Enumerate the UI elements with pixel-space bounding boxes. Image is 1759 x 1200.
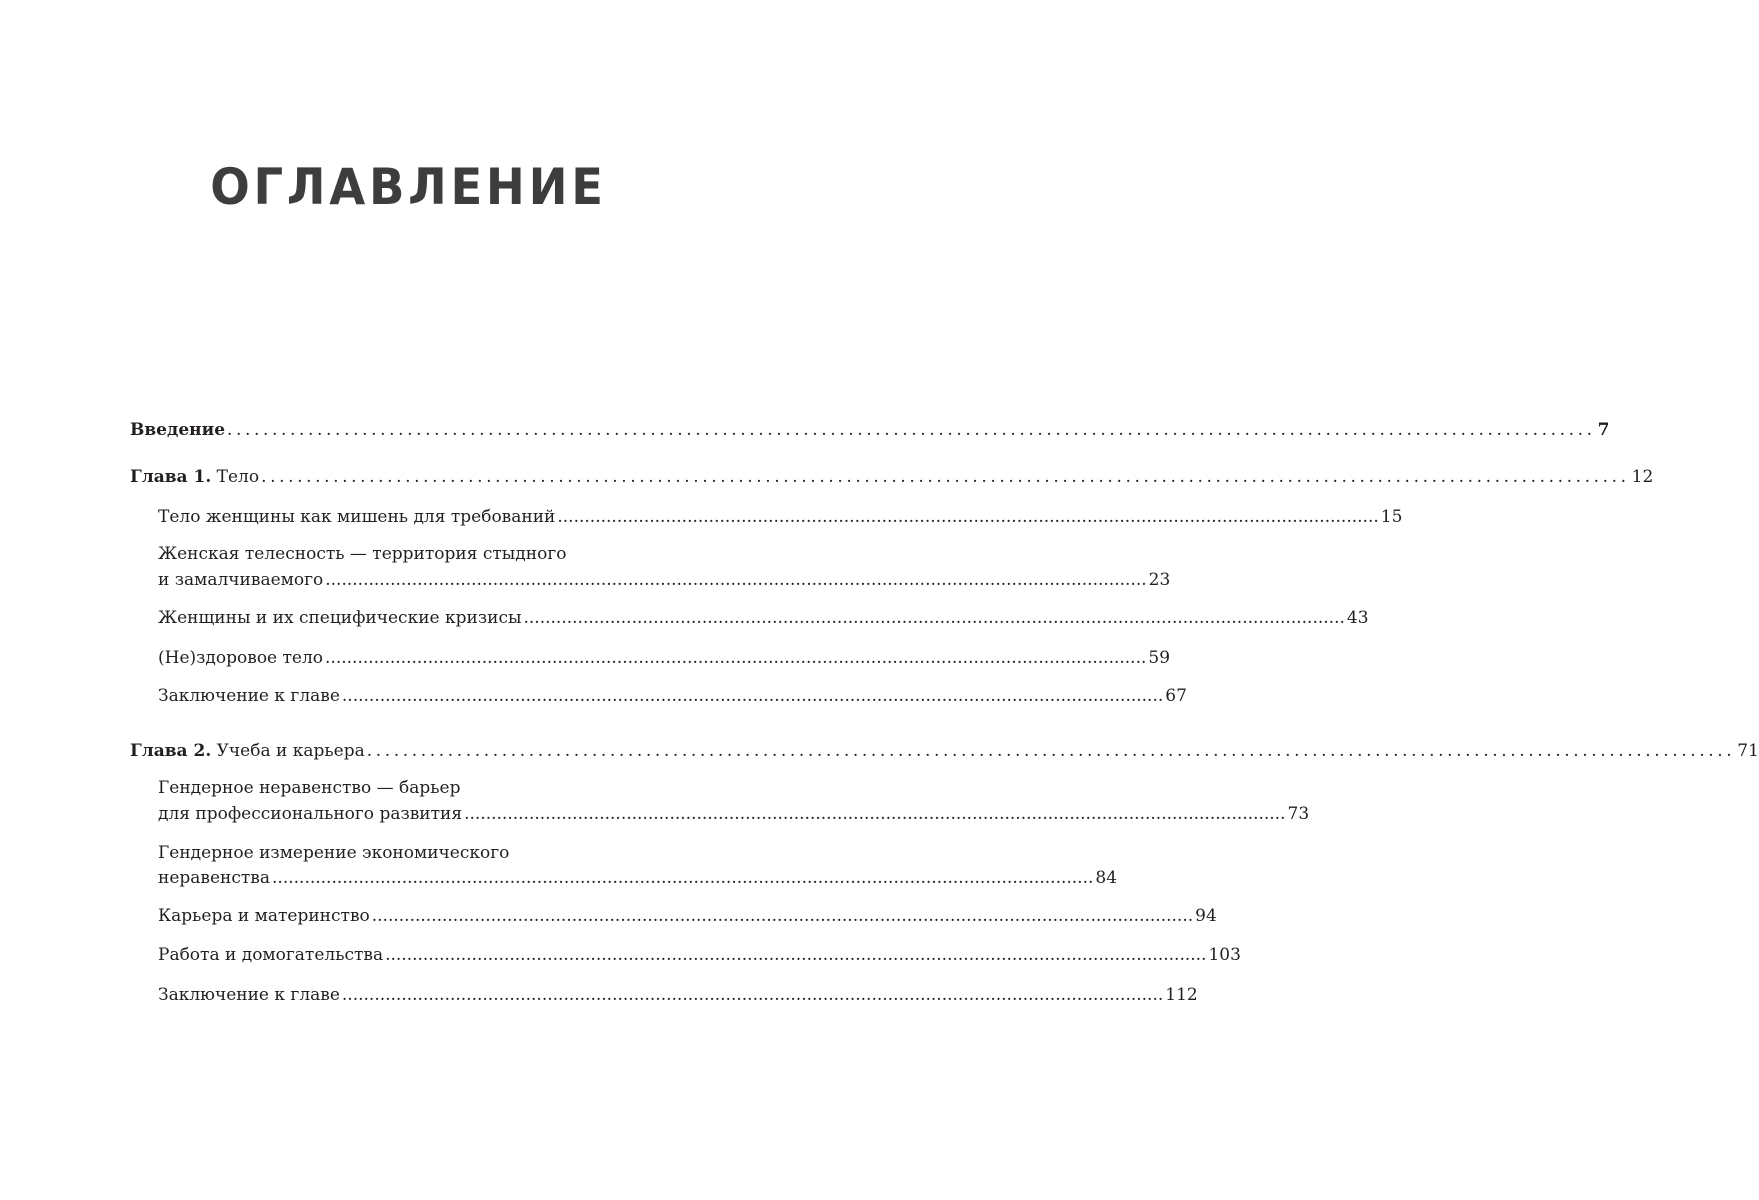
toc-entry-label-line1[interactable]: Женская телесность — территория стыдного (158, 544, 567, 564)
toc-entry[interactable] (158, 906, 1217, 927)
dot-leader: ........................................................................................................................................................ (523, 608, 1345, 628)
dot-leader: ........................................................................................................................................................ (385, 945, 1207, 965)
chapter-prefix: Глава 1. (130, 467, 212, 487)
dot-leader: ........................................................................................................................................................ (371, 906, 1194, 926)
toc-entry-page: 43 (1346, 608, 1369, 628)
toc-entry[interactable] (158, 804, 1310, 825)
toc-entry[interactable] (158, 985, 1198, 1006)
toc-entry[interactable] (158, 570, 1171, 591)
toc-entry-page: 84 (1095, 868, 1118, 888)
toc-entry-page: 112 (1165, 985, 1198, 1005)
toc-entry-label: Заключение к главе (158, 686, 340, 706)
toc-entry[interactable] (158, 945, 1241, 966)
toc-entry-page: 23 (1148, 570, 1171, 590)
toc-entry-label: Введение (130, 420, 226, 440)
toc-entry[interactable] (158, 608, 1369, 629)
dot-leader: ........................................................................................................................................................ (325, 570, 1147, 590)
toc-entry-label: Тело женщины как мишень для требований (158, 507, 556, 527)
toc-entry-label: для профессионального развития (158, 804, 463, 824)
toc-entry[interactable] (158, 686, 1187, 707)
chapter-name: Тело (211, 467, 260, 487)
dot-leader: ........................................................................................................................................................ (227, 420, 1596, 440)
dot-leader: ........................................................................................................................................................ (464, 804, 1286, 824)
dot-leader: ........................................................................................................................................................ (341, 985, 1164, 1005)
toc-entry-chapter-2[interactable] (130, 741, 1759, 762)
toc-entry-label: Женщины и их специфические кризисы (158, 608, 522, 628)
toc-entry[interactable] (158, 648, 1171, 669)
dot-leader: ........................................................................................................................................................ (557, 507, 1379, 527)
dot-leader: ........................................................................................................................................................ (341, 686, 1164, 706)
toc-entry-label: неравенства (158, 868, 271, 888)
toc-entry[interactable] (158, 507, 1403, 528)
dot-leader: ........................................................................................................................................................ (272, 868, 1094, 888)
toc-entry-page: 103 (1208, 945, 1241, 965)
toc-entry-page: 73 (1287, 804, 1310, 824)
toc-entry-page: 7 (1597, 420, 1610, 440)
toc-entry-page: 71 (1737, 741, 1759, 761)
toc-entry-intro[interactable] (130, 420, 1610, 441)
toc-entry-label: и замалчиваемого (158, 570, 324, 590)
toc-entry-page: 59 (1148, 648, 1171, 668)
toc-entry-page: 15 (1380, 507, 1403, 527)
page-title: ОГЛАВЛЕНИЕ (210, 158, 607, 216)
chapter-prefix: Глава 2. (130, 741, 212, 761)
toc-entry-page: 94 (1195, 906, 1217, 926)
toc-entry-page: 12 (1631, 467, 1654, 487)
toc-entry-label-line1[interactable]: Гендерное измерение экономического (158, 843, 510, 863)
toc-entry-label: (Не)здоровое тело (158, 648, 324, 668)
chapter-name: Учеба и карьера (211, 741, 365, 761)
toc-entry-label: Работа и домогательства (158, 945, 384, 965)
toc-entry-label (130, 741, 365, 762)
toc-entry-label: Карьера и материнство (158, 906, 370, 926)
toc-entry-label: Заключение к главе (158, 985, 340, 1005)
dot-leader: ........................................................................................................................................................ (366, 741, 1736, 761)
toc-entry[interactable] (158, 868, 1118, 889)
toc-entry-page: 67 (1165, 686, 1187, 706)
toc-entry-label (130, 467, 259, 488)
dot-leader: ........................................................................................................................................................ (325, 648, 1147, 668)
toc-entry-chapter-1[interactable] (130, 467, 1654, 488)
dot-leader: ........................................................................................................................................................ (261, 467, 1630, 487)
toc-entry-label-line1[interactable]: Гендерное неравенство — барьер (158, 778, 461, 798)
